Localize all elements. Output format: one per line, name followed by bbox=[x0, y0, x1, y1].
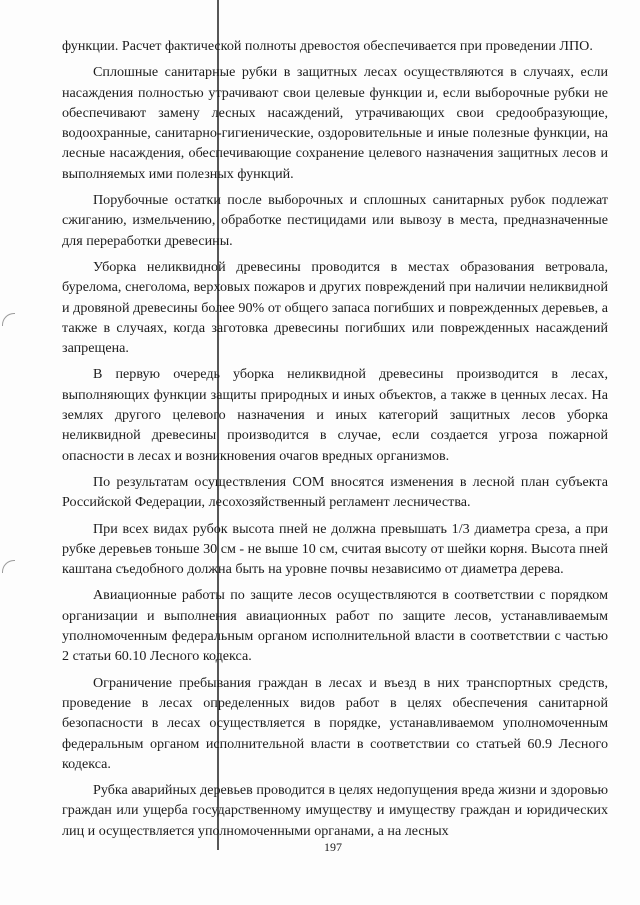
paragraph-continuation: функции. Расчет фактической полноты древостоя обеспечивается при проведении ЛПО. bbox=[62, 38, 593, 54]
punch-hole-mark-bottom bbox=[2, 560, 15, 573]
paragraph-unmerchantable-wood-removal: Уборка неликвидной древесины проводится в местах образования ветровала, бурелома, снеголома, верховых пожаров и других повреждений при наличии неликвидной и дровяной древесины более 90% от общего запаса погибших и поврежденных деревьев, а также в случаях, когда заготовка древесины погибших или поврежденных насаждений запрещена. bbox=[62, 258, 608, 357]
paragraph-stump-height: При всех видах рубок высота пней не должна превышать 1/3 диаметра среза, а при рубке деревьев тоньше 30 см - не выше 10 см, считая высоту от шейки корня. Высота пней каштана съедобного должна быть на уровне почвы независимо от диаметра дерева. bbox=[62, 520, 608, 578]
paragraph-som-results: По результатам осуществления СОМ вносятся изменения в лесной план субъекта Российской Федерации, лесохозяйственный регламент лесничества. bbox=[62, 473, 608, 511]
paragraph-priority-removal: В первую очередь уборка неликвидной древесины производится в лесах, выполняющих функции защиты природных и иных объектов, а также в ценных лесах. На землях другого целевого назначения и иных категорий защитных лесов уборка неликвидной древесины производится в случае, если создается угроза пожарной опасности в лесах и возникновения очагов вредных организмов. bbox=[62, 366, 608, 464]
document-body bbox=[62, 36, 608, 847]
punch-hole-mark-top bbox=[2, 313, 15, 326]
paragraph-hazard-trees: Рубка аварийных деревьев проводится в целях недопущения вреда жизни и здоровью граждан или ущерба государственному имуществу и имуществу граждан и юридических лиц и осуществляется уполномоченными органами, а на лесных bbox=[62, 782, 608, 839]
paragraph-aviation-works: Авиационные работы по защите лесов осуществляются в соответствии с порядком организации и выполнения авиационных работ по защите лесов, устанавливаемым уполномоченным федеральным органом исполнительной власти в соответствии с частью 2 статьи 60.10 Лесного кодекса. bbox=[62, 587, 608, 665]
paragraph-clear-sanitary-cuttings: Сплошные санитарные рубки в защитных лесах осуществляются в случаях, если насаждения полностью утрачивают свои целевые функции и, если выборочные рубки не обеспечивают замену лесных насаждений, утрачивающих свои средообразующие, водоохранные, санитарно-гигиенические, оздоровительные и иные полезные функции, на лесные насаждения, обеспечивающие сохранение целевого назначения защитных лесов и выполняемых ими полезных функций. bbox=[62, 64, 608, 182]
paragraph-access-restriction: Ограничение пребывания граждан в лесах и въезд в них транспортных средств, проведение в лесах определенных видов работ в целях обеспечения санитарной безопасности в лесах осуществляется в порядке, устанавливаемом уполномоченным федеральным органом исполнительной власти в соответствии со статьей 60.9 Лесного кодекса. bbox=[62, 674, 608, 772]
page-number: 197 bbox=[324, 840, 342, 854]
paragraph-felling-residues: Порубочные остатки после выборочных и сплошных санитарных рубок подлежат сжиганию, измельчению, обработке пестицидами или вывозу в места, предназначенные для переработки древесины. bbox=[62, 192, 608, 249]
